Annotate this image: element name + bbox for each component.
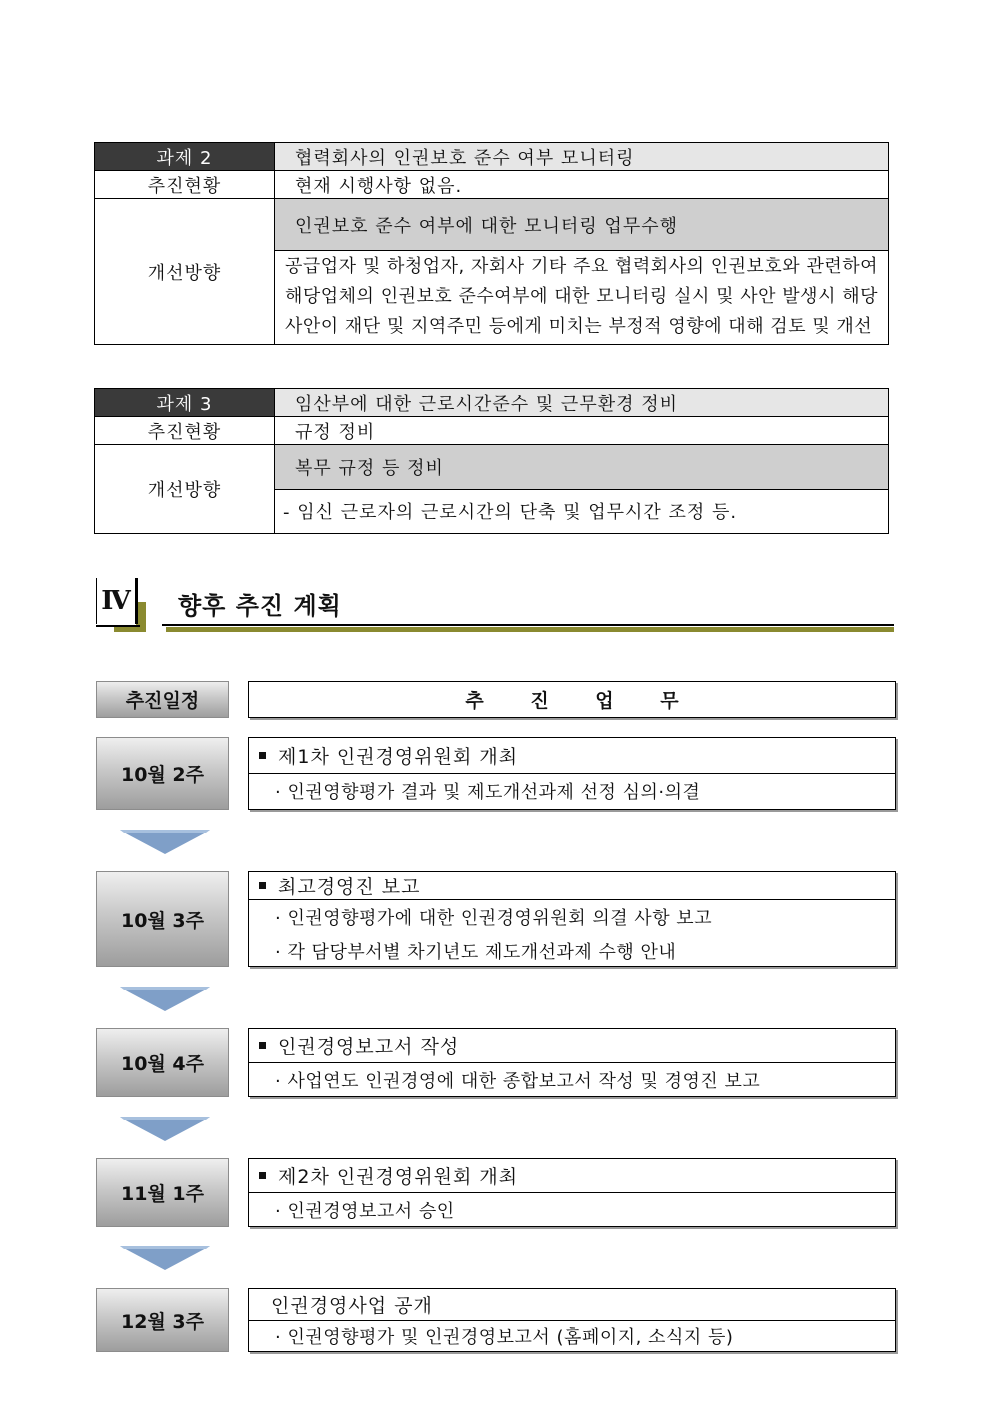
task2-improve-label: 개선방향 xyxy=(95,199,275,344)
plan-step-item: · 인권경영보고서 승인 xyxy=(275,1201,455,1222)
task3-improve-head: 복무 규정 등 정비 xyxy=(275,445,888,490)
plan-step-title-text: 인권경영보고서 작성 xyxy=(278,1036,460,1058)
section-number-shadow-bottom xyxy=(114,627,146,632)
plan-step-date: 10월 3주 xyxy=(96,871,229,967)
task2-improve-body: 공급업자 및 하청업자, 자회사 기타 주요 협력회사의 인권보호와 관련하여 해당업체의 인권보호 준수여부에 대한 모니터링 실시 및 사안 발생시 해당 사안이 재단 및 지역주민 등에게 미치는 부정적 영향에 대해 검토 및 개선 xyxy=(285,256,878,337)
plan-step-title xyxy=(249,1289,895,1321)
square-bullet-icon xyxy=(259,1172,266,1179)
task2-status: 현재 시행사항 없음. xyxy=(295,175,463,197)
down-arrow-icon xyxy=(120,830,210,854)
plan-step-box xyxy=(248,1288,896,1352)
square-bullet-icon xyxy=(259,752,266,759)
task2-label: 과제 2 xyxy=(95,143,275,170)
plan-step-title xyxy=(249,738,895,774)
section-number: Ⅳ xyxy=(96,578,138,624)
plan-step-title-text: 인권경영사업 공개 xyxy=(271,1295,433,1317)
plan-step-box xyxy=(248,1028,896,1097)
plan-step-item: · 사업연도 인권경영에 대한 종합보고서 작성 및 경영진 보고 xyxy=(275,1071,761,1092)
task3-status: 규정 정비 xyxy=(295,421,376,443)
plan-step-date: 11월 1주 xyxy=(96,1158,229,1227)
plan-step-title-text: 최고경영진 보고 xyxy=(278,876,421,898)
plan-step-item: · 인권영향평가에 대한 인권경영위원회 의결 사항 보고 xyxy=(275,908,713,929)
task3-table xyxy=(94,388,889,534)
plan-step-title xyxy=(249,872,895,900)
plan-step-date: 10월 4주 xyxy=(96,1028,229,1097)
plan-step-title-text: 제2차 인권경영위원회 개최 xyxy=(278,1166,519,1188)
plan-step-title xyxy=(249,1029,895,1063)
task3-improve-label: 개선방향 xyxy=(95,445,275,533)
task3-status-label: 추진현황 xyxy=(95,417,275,444)
section-rule xyxy=(162,624,894,626)
plan-step-title xyxy=(249,1159,895,1193)
plan-step-box xyxy=(248,1158,896,1227)
plan-step-item: · 인권영향평가 및 인권경영보고서 (홈페이지, 소식지 등) xyxy=(275,1327,734,1348)
task3-improve-body: - 임신 근로자의 근로시간의 단축 및 업무시간 조정 등. xyxy=(283,502,738,524)
plan-step-date: 12월 3주 xyxy=(96,1288,229,1352)
plan-step-box xyxy=(248,737,896,810)
task3-title: 임산부에 대한 근로시간준수 및 근무환경 정비 xyxy=(275,389,888,416)
down-arrow-icon xyxy=(120,1246,210,1270)
square-bullet-icon xyxy=(259,882,266,889)
plan-step-box xyxy=(248,871,896,967)
section-title: 향후 추진 계획 xyxy=(178,592,342,620)
plan-date-header: 추진일정 xyxy=(96,681,229,718)
task3-label: 과제 3 xyxy=(95,389,275,416)
section-number-box xyxy=(96,578,148,630)
section-number-underline xyxy=(96,625,140,627)
square-bullet-icon xyxy=(259,1042,266,1049)
down-arrow-icon xyxy=(120,1117,210,1141)
section-rule-accent xyxy=(166,627,894,632)
plan-step-item: · 인권영향평가 결과 및 제도개선과제 선정 심의·의결 xyxy=(275,782,701,803)
plan-step-date: 10월 2주 xyxy=(96,737,229,810)
down-arrow-icon xyxy=(120,987,210,1011)
plan-task-header: 추 진 업 무 xyxy=(248,681,896,718)
task2-table xyxy=(94,142,889,345)
task2-status-label: 추진현황 xyxy=(95,171,275,198)
task2-title: 협력회사의 인권보호 준수 여부 모니터링 xyxy=(275,143,888,170)
task2-improve-head: 인권보호 준수 여부에 대한 모니터링 업무수행 xyxy=(275,199,888,251)
plan-step-item: · 각 담당부서별 차기년도 제도개선과제 수행 안내 xyxy=(275,942,677,963)
plan-step-title-text: 제1차 인권경영위원회 개최 xyxy=(278,746,519,768)
